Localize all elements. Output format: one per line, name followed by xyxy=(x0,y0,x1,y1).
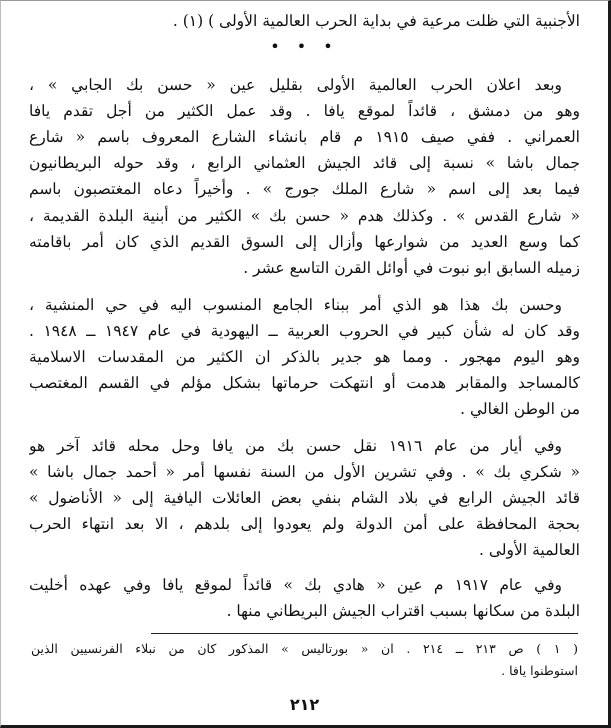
text-line: وقد كان له شأن كبير في الحروب العربية ــ اليهودية في عام ١٩٤٧ ــ ١٩٤٨ . xyxy=(29,322,580,340)
text-line: كالمساجد والمقابر هدمت أو انتهكت حرماتها بشكل مؤلم في القسم المغتصب xyxy=(29,374,580,392)
text-line: « شارع القدس » . وكذلك هدم « حسن بك » الكثير من أبنية البلدة القديمة ، xyxy=(29,207,580,225)
text-line: « شكري بك » . وفي تشرين الأول من السنة نفسها أمر « أحمد جمال باشا » xyxy=(29,463,580,481)
text-line: من الوطن الغالي . xyxy=(460,400,580,418)
text-line: كما وسع العديد من شوارعها وأزال إلى السوق القديم الذي كان أمر باقامته xyxy=(29,233,580,251)
text-line: وفي أيار من عام ١٩١٦ نقل حسن بك من يافا وحل محله قائد آخر هو xyxy=(29,437,562,455)
text-line: وهو اليوم مهجور . ومما هو جدير بالذكر ان الكثير من المقدسات الاسلامية xyxy=(29,348,580,366)
text-line: الأجنبية التي ظلت مرعية في بداية الحرب العالمية الأولى ) (١) . xyxy=(172,12,580,30)
text-line: وحسن بك هذا هو الذي أمر ببناء الجامع المنسوب اليه في حي المنشية ، xyxy=(29,296,562,314)
page-number: ٢١٢ xyxy=(289,695,320,714)
text-line: بحجة المحافظة على أمن الدولة ولم يعودوا إلى بلدهم ، الا بعد انتهاء الحرب xyxy=(29,515,580,533)
text-line: العالمية الأولى . xyxy=(479,541,580,559)
footnote-line: ( ١ ) ص ٢١٣ ــ ٢١٤ . ان « بورتاليس » المذكور كان من نبلاء الفرنسيين الذين xyxy=(31,641,578,656)
footnote-divider xyxy=(151,633,578,634)
text-line: فيما بعد إلى اسم « شارع الملك جورج » . وأخيراً دعاه المغتصبون باسم xyxy=(29,180,580,198)
text-line: العمراني . ففي صيف ١٩١٥ م قام بانشاء الشارع المعروف باسم « شارع xyxy=(29,128,580,146)
footnote-line: استوطنوا يافا . xyxy=(501,663,578,678)
text-line: البلدة من سكانها بسبب اقتراب الجيش البريطاني منها . xyxy=(226,602,580,620)
text-line: وفي عام ١٩١٧ م عين « هادي بك » قائداً لموقع يافا وفي عهده أخليت xyxy=(29,576,562,594)
text-line: وبعد اعلان الحرب العالمية الأولى بقليل عين « حسن بك الجابي » ، xyxy=(29,76,562,94)
text-line: زميله السابق ابو نبوت في أوائل القرن التاسع عشر . xyxy=(243,259,580,277)
text-line: قائد الجيش الرابع في بلاد الشام بنفي بعض العائلات اليافية إلى « الأناضول » xyxy=(29,489,580,507)
section-separator: • • • xyxy=(270,37,339,56)
text-line: جمال باشا » نسبة إلى قائد الجيش العثماني الرابع ، وقد حوله البريطانيون xyxy=(29,154,580,172)
text-line: وهو من دمشق ، قائداً لموقع يافا . وقد عمل الكثير من أجل تقدم يافا xyxy=(29,102,580,120)
